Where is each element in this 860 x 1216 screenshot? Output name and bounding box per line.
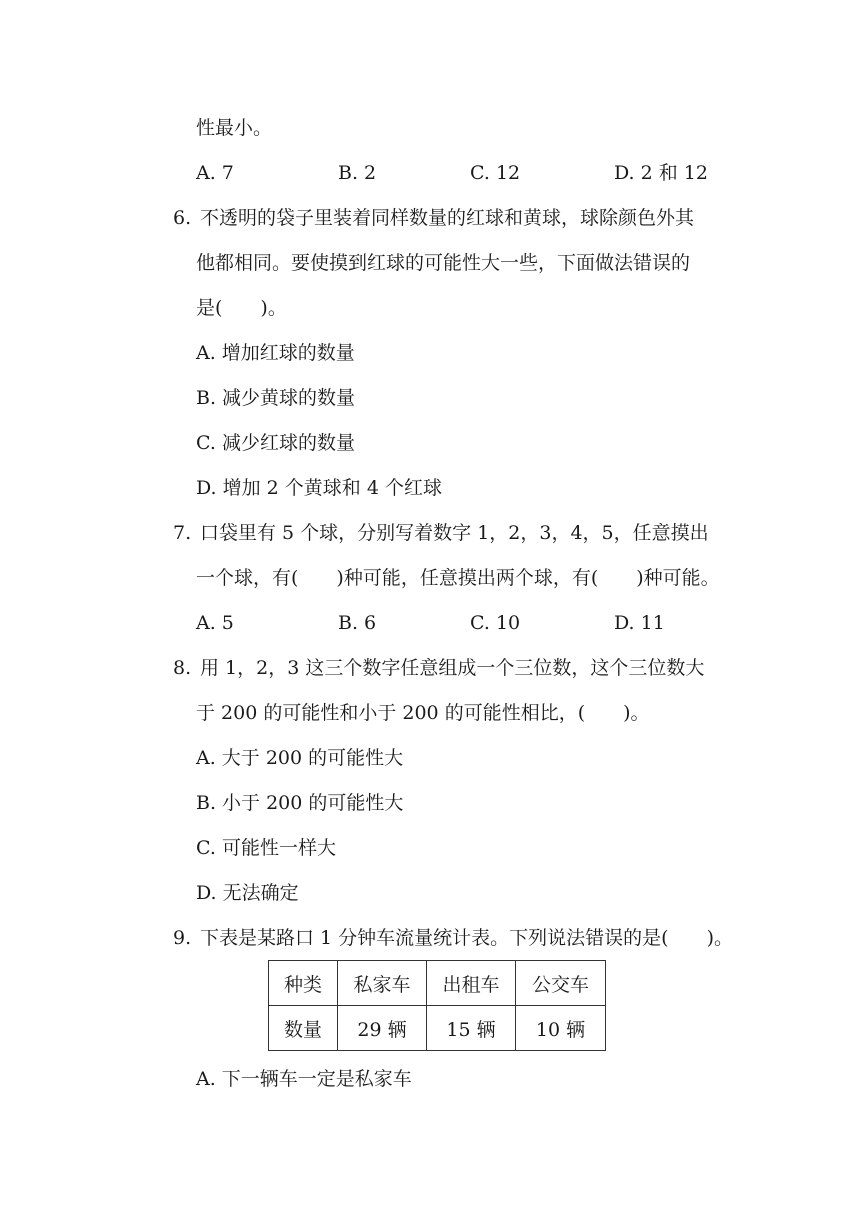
table-header-cell: 私家车 <box>338 961 427 1006</box>
q9-option-a: A. 下一辆车一定是私家车 <box>196 1068 412 1090</box>
traffic-stats-table <box>268 960 606 1051</box>
q7-option-d: D. 11 <box>614 612 665 634</box>
q8-option-b: B. 小于 200 的可能性大 <box>196 792 404 814</box>
table-header-cell: 出租车 <box>427 961 516 1006</box>
q7-option-a: A. 5 <box>196 612 234 634</box>
q8-number: 8. <box>173 657 192 679</box>
table-row <box>269 1006 606 1051</box>
q7-line-1: 口袋里有 5 个球，分别写着数字 1，2，3，4，5，任意摸出 <box>200 522 709 544</box>
q6-option-c: C. 减少红球的数量 <box>196 432 355 454</box>
q9-line-1: 下表是某路口 1 分钟车流量统计表。下列说法错误的是( )。 <box>200 927 733 949</box>
q9-number: 9. <box>173 927 192 949</box>
q8-option-a: A. 大于 200 的可能性大 <box>196 747 404 769</box>
q6-line-3: 是( )。 <box>196 297 287 319</box>
q6-line-1: 不透明的袋子里装着同样数量的红球和黄球，球除颜色外其 <box>200 207 695 229</box>
q7-option-c: C. 10 <box>470 612 521 634</box>
q8-option-d: D. 无法确定 <box>196 882 299 904</box>
q7-option-b: B. 6 <box>338 612 377 634</box>
q6-line-2: 他都相同。要使摸到红球的可能性大一些，下面做法错误的 <box>196 252 691 274</box>
q6-option-b: B. 减少黄球的数量 <box>196 387 356 409</box>
table-cell: 数量 <box>269 1006 338 1051</box>
q6-number: 6. <box>173 207 192 229</box>
q8-line-2: 于 200 的可能性和小于 200 的可能性相比，( )。 <box>196 702 650 724</box>
table-header-cell: 种类 <box>269 961 338 1006</box>
q5-option-d: D. 2 和 12 <box>614 162 708 184</box>
q8-option-c: C. 可能性一样大 <box>196 837 336 859</box>
q5-option-c: C. 12 <box>470 162 521 184</box>
q6-option-a: A. 增加红球的数量 <box>196 342 355 364</box>
q7-line-2: 一个球，有( )种可能，任意摸出两个球，有( )种可能。 <box>196 567 720 589</box>
table-cell: 29 辆 <box>338 1006 427 1051</box>
q5-option-a: A. 7 <box>196 162 234 184</box>
q8-line-1: 用 1，2，3 这三个数字任意组成一个三位数，这个三位数大 <box>200 657 705 679</box>
table-row <box>269 961 606 1006</box>
q5-tail: 性最小。 <box>196 117 273 139</box>
q6-option-d: D. 增加 2 个黄球和 4 个红球 <box>196 477 442 499</box>
q5-option-b: B. 2 <box>338 162 377 184</box>
table-cell: 10 辆 <box>516 1006 606 1051</box>
table-cell: 15 辆 <box>427 1006 516 1051</box>
table-header-cell: 公交车 <box>516 961 606 1006</box>
q7-number: 7. <box>173 522 192 544</box>
